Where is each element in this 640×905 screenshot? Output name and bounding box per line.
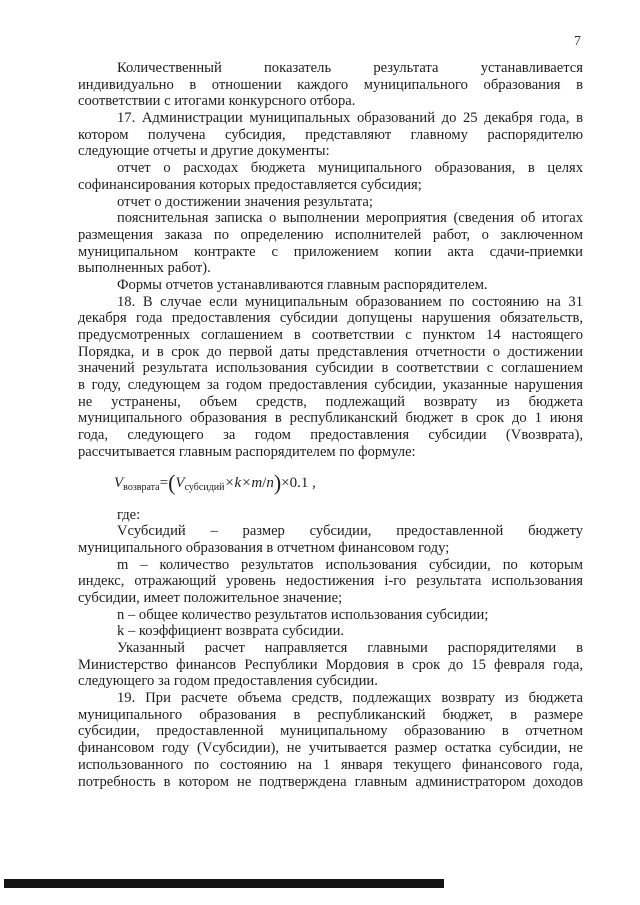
paragraph-line: Указанный расчет направляется главными распорядителями в [117,640,583,656]
paragraph-line: Количественный показатель результата устанавливается [117,60,583,76]
paragraph-line: где: [117,506,141,523]
paragraph-line: следующие отчеты и другие документы: [78,143,330,160]
paragraph-line: отчет о расходах бюджета муниципального образования, в целях [117,160,583,177]
paragraph-line: декабря года предоставления субсидии допущены нарушения обязательств, [78,310,583,327]
paragraph-line: Vсубсидий – размер субсидии, предоставленной бюджету [117,523,583,540]
paragraph-line: софинансирования которых предоставляется субсидия; [78,176,422,193]
paragraph-line: индекс, отражающий уровень недостижения i-го результата использования [78,573,583,590]
paragraph-line: 17. Администрации муниципальных образований до 25 декабря года, в [117,110,583,127]
paragraph-line: года, следующего за годом предоставления субсидии (Vвозврата), [78,427,583,444]
paragraph-line: Порядка, и в срок до первой даты представления отчетности о достижении [78,343,583,360]
paragraph-line: соответствии с итогами конкурсного отбора. [78,93,356,110]
paragraph-line: муниципальном контракте с приложением копии акта сдачи-приемки [78,243,583,260]
paragraph-line: рассчитывается главным распорядителем по формуле: [78,443,416,460]
return-formula: V возврата = ( V субсидий ×k× m / n ) ×0.1 , [114,469,316,495]
paragraph-line: отчет о достижении значения результата; [117,193,373,210]
paragraph-line: пояснительная записка о выполнении мероприятия (сведения об итогах [117,210,583,227]
paragraph-line: выполненных работ). [78,260,211,277]
paragraph-line: субсидии, предоставленной муниципальному образованию в отчетном [78,723,583,740]
paragraph-line: использованного по состоянию на 1 января текущего финансового года, [78,756,583,773]
paragraph-line: муниципального образования в республиканский бюджет, в размере [78,706,583,723]
page-number: 7 [574,34,581,49]
paragraph-line: n – общее количество результатов использования субсидии; [117,606,489,623]
paragraph-line: значений результата использования субсидии в соответствии с соглашением [78,360,583,377]
paragraph-line: m – количество результатов использования субсидии, по которым [117,556,583,573]
paragraph-line: 18. В случае если муниципальным образованием по состоянию на 31 [117,293,583,310]
paragraph-line: Министерство финансов Республики Мордовия в срок до 15 февраля года, [78,656,583,673]
paragraph-line: не устранены, объем средств, подлежащий возврату из бюджета [78,393,583,410]
paragraph-line: Формы отчетов устанавливаются главным распорядителем. [117,276,488,293]
paragraph-line: субсидии, имеет положительное значение; [78,589,343,606]
paragraph-line: следующего за годом предоставления субсидии. [78,673,378,690]
paragraph-line: котором получена субсидия, представляют главному распорядителю [78,126,583,143]
paragraph-line: индивидуально в отношении каждого муниципального образования в [78,76,583,93]
paragraph-line: муниципального образования в отчетном финансовом году; [78,539,450,556]
paragraph-line: размещения заказа по определению исполнителей работ, о заключенном [78,226,583,243]
scan-edge-bar [4,879,444,888]
paragraph-line: финансовом году (Vсубсидии), не учитывается размер остатка субсидии, не [78,740,583,757]
document-body [78,60,583,790]
paragraph-line: 19. При расчете объема средств, подлежащих возврату из бюджета [117,690,583,707]
paragraph-line: предусмотренных соглашением в соответствии с пунктом 14 настоящего [78,327,583,343]
paragraph-line: в году, следующем за годом предоставления субсидии, указанные нарушения [78,377,583,394]
paragraph-line: k – коэффициент возврата субсидии. [117,623,345,640]
paragraph-line: потребность в котором не подтверждена главным администратором доходов [78,773,583,790]
paragraph-line: муниципального образования в республиканский бюджет в срок до 1 июня [78,410,583,427]
